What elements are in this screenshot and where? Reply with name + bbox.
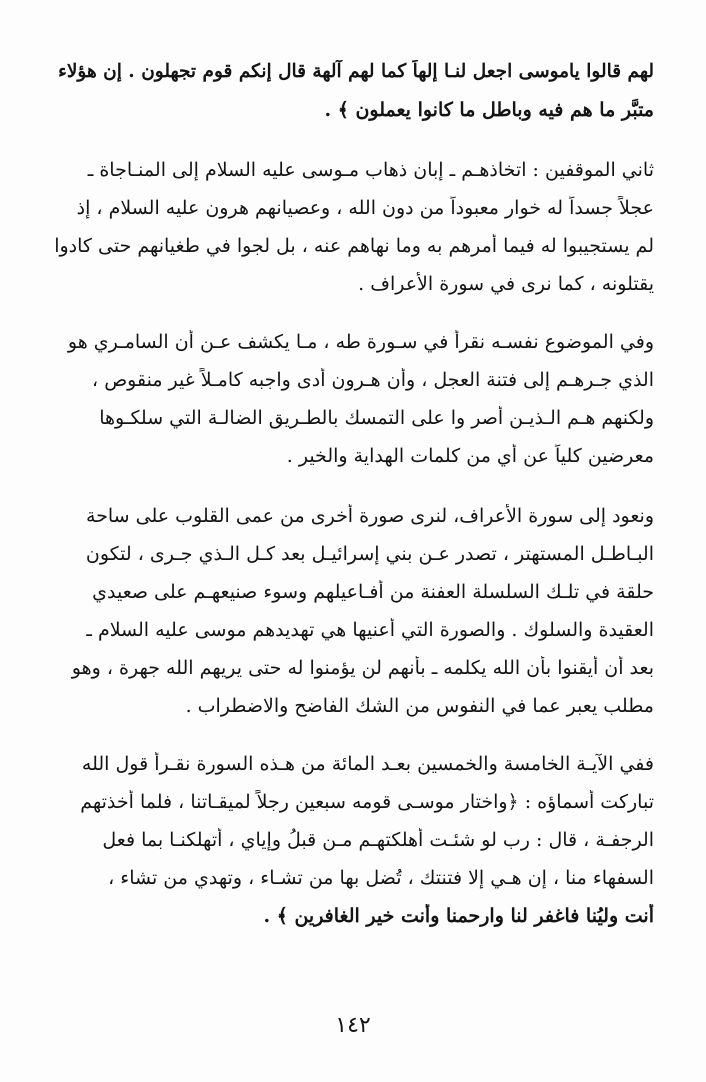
text-line: البـاطـل المستهتر ، تصدر عـن بني إسرائيـل بعد كـل الـذي جـرى ، لتكون bbox=[85, 543, 654, 565]
text-line: معرضين كلياً عن أي من كلمات الهداية والخير . bbox=[286, 445, 654, 467]
text-line: مطلب يعبر عما في النفوس من الشك الفاضح والاضطراب . bbox=[185, 695, 654, 717]
text-line: بعد أن أيقنوا بأن الله يكلمه ـ بأنهم لن يؤمنوا له حتى يريهم الله جهرة ، وهو bbox=[71, 657, 654, 679]
text-line: وفي الموضوع نفسـه نقرأ في سـورة طه ، مـا يكشف عـن أن السامـري هو bbox=[67, 331, 654, 353]
text-line: عجلاً جسداً له خوار معبوداً من دون الله ، وعصيانهم هرون عليه السلام ، إذ bbox=[76, 197, 654, 219]
page-number: ١٤٢ bbox=[335, 1013, 371, 1038]
text-line: حلقة في تلـك السلسلة العفنة من أفـاعيلهم وسوء صنيعهـم على صعيدي bbox=[92, 581, 654, 603]
text-line: العقيدة والسلوك . والصورة التي أعنيها هي تهديدهم موسى عليه السلام ـ bbox=[86, 619, 654, 641]
text-line: لم يستجيبوا له فيما أمرهم به وما نهاهم عنه ، بل لجوا في طغيانهم حتى كادوا bbox=[54, 235, 654, 257]
text-line: يقتلونه ، كما نرى في سورة الأعراف . bbox=[358, 273, 654, 295]
text-line: متبَّر ما هم فيه وباطل ما كانوا يعملون ﴾ . bbox=[324, 99, 654, 121]
text-line: ونعود إلى سورة الأعراف، لنرى صورة أخرى من عمى القلوب على ساحة bbox=[85, 505, 654, 527]
text-line: ففي الآيـة الخامسة والخمسين بعـد المائة من هـذه السورة نقـرأ قول الله bbox=[81, 753, 654, 775]
text-line: تباركت أسماؤه : ﴿واختار موسـى قومه سبعين رجلاً لميقـاتنا ، فلما أخذتهم bbox=[80, 791, 654, 813]
text-line: الرجفـة ، قال : رب لو شئـت أهلكتهـم مـن قبلُ وإياي ، أتهلكنـا بما فعل bbox=[102, 829, 654, 851]
text-line: أنت وليُنا فاغفر لنا وارحمنا وأنت خير الغافرين ﴾ . bbox=[263, 905, 654, 927]
text-line: ولكنهم هـم الـذيـن أصر وا على التمسك بالطـريق الضالـة التي سلكـوها bbox=[99, 407, 654, 429]
text-line: السفهاء منا ، إن هـي إلا فتنتك ، تُضل بها من تشـاء ، وتهدي من تشاء ، bbox=[108, 867, 654, 889]
text-line: ثاني الموقفين : اتخاذهـم ـ إبان ذهاب مـوسى عليه السلام إلى المنـاجاة ـ bbox=[87, 159, 654, 181]
text-line: الذي جـرهـم إلى فتنة العجل ، وأن هـرون أدى واجبه كامـلاً غير منقوص ، bbox=[92, 369, 654, 391]
text-line: لهم قالوا ياموسى اجعل لنـا إلهاً كما لهم آلهة قال إنكم قوم تجهلون . إن هؤلاء bbox=[58, 61, 654, 82]
